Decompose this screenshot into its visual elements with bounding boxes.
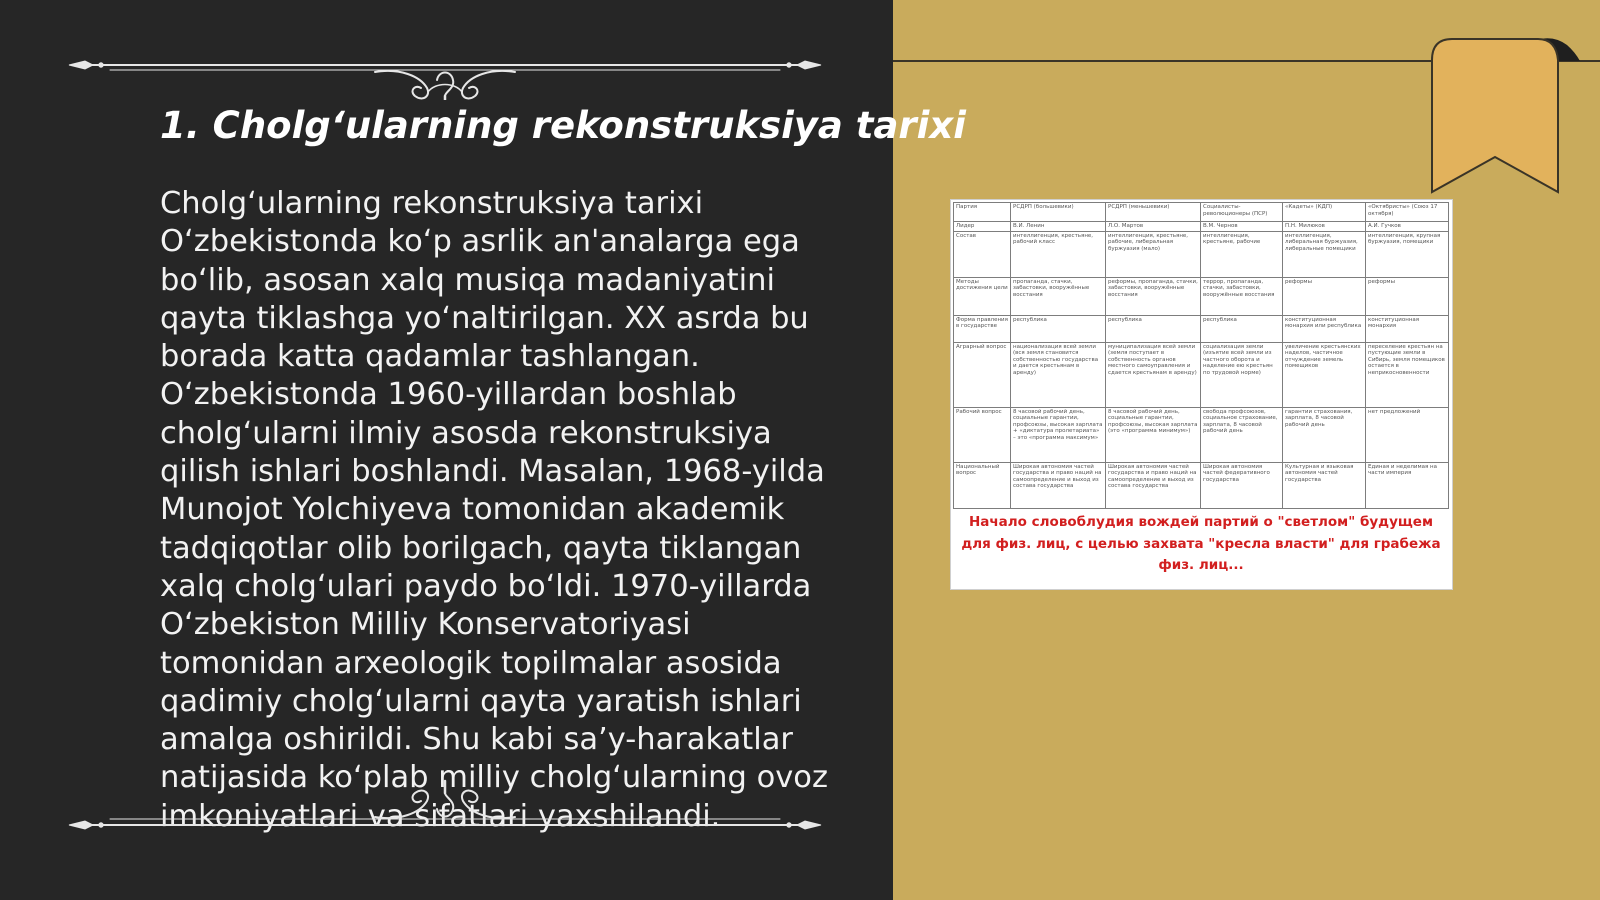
table-cell: РСДРП (меньшевики) (1106, 203, 1201, 222)
slide-title: 1. Cholg‘ularning rekonstruksiya tarixi (160, 104, 966, 147)
table-row (954, 342, 1449, 407)
table-cell: республика (1106, 315, 1201, 342)
table-cell: Широкая автономия частей государства и право наций на самоопределение и выход из состава государства (1011, 462, 1106, 508)
table-cell: В.М. Чернов (1201, 222, 1283, 232)
table-cell: 8 часовой рабочий день, социальные гарантии, профсоюзы, высокая зарплата (это «программа минимум») (1106, 407, 1201, 462)
table-cell: Партия (954, 203, 1011, 222)
red-caption-text: Начало словоблудия вождей партий о "светлом" будущем для физ. лиц, с целью захвата "кресла власти" для грабежа физ. лиц... (961, 514, 1441, 573)
table-cell: В.И. Ленин (1011, 222, 1106, 232)
table-cell: Единая и неделимая на части империя (1366, 462, 1449, 508)
table-cell: интеллигенция, либеральная буржуазия, либеральные помещики (1283, 231, 1366, 277)
table-cell: нет предложений (1366, 407, 1449, 462)
table-cell: Широкая автономия частей федеративного государства (1201, 462, 1283, 508)
table-cell: П.Н. Милюков (1283, 222, 1366, 232)
table-cell: муниципализация всей земли (земля поступает в собственность органов местного самоуправления и сдается крестьянам в аренду) (1106, 342, 1201, 407)
table-cell: реформы, пропаганда, стачки, забастовки, вооружённые восстания (1106, 277, 1201, 315)
table-cell: Рабочий вопрос (954, 407, 1011, 462)
table-cell: Форма правления в государстве (954, 315, 1011, 342)
bookmark-ribbon-icon (1430, 36, 1590, 196)
table-row (954, 462, 1449, 508)
table-cell: пропаганда, стачки, забастовки, вооружённые восстания (1011, 277, 1106, 315)
table-row (954, 203, 1449, 222)
party-comparison-table-image (950, 199, 1453, 590)
table-cell: РСДРП (большевики) (1011, 203, 1106, 222)
table-cell: Аграрный вопрос (954, 342, 1011, 407)
table-row (954, 277, 1449, 315)
table-cell: интеллигенция, крестьяне, рабочий класс (1011, 231, 1106, 277)
table-cell: реформы (1366, 277, 1449, 315)
table-cell: республика (1201, 315, 1283, 342)
table-cell: республика (1011, 315, 1106, 342)
table-row (954, 407, 1449, 462)
table-row (954, 222, 1449, 232)
table-cell: Широкая автономия частей государства и право наций на самоопределение и выход из состава государства (1106, 462, 1201, 508)
table-cell: Лидер (954, 222, 1011, 232)
table-cell: переселение крестьян на пустующие земли в Сибирь, земля помещиков остается в неприкосновенности (1366, 342, 1449, 407)
table-cell: национализация всей земли (вся земля становится собственностью государства и дается крестьянам в аренду) (1011, 342, 1106, 407)
table-cell: социализация земли (изъятие всей земли из частного оборота и наделение ею крестьян по трудовой норме) (1201, 342, 1283, 407)
table-cell: реформы (1283, 277, 1366, 315)
table-cell: «Октябристы» (Союз 17 октября) (1366, 203, 1449, 222)
table-row (954, 315, 1449, 342)
table-cell: Национальный вопрос (954, 462, 1011, 508)
bottom-ornament-icon (65, 775, 825, 835)
table-cell: Л.О. Мартов (1106, 222, 1201, 232)
slide-body-text: Cholg‘ularning rekonstruksiya tarixi O‘zbekistonda ko‘p asrlik an'analarga ega bo‘lib, asosan xalq musiqa madaniyatini qayta tiklashga yo‘naltirilgan. XX asrda bu borada katta qadamlar tashlangan. O‘zbekistonda 1960-yillardan boshlab cholg‘ularni ilmiy asosda rekonstruksiya qilish ishlari boshlandi. Masalan, 1968-yilda Munojot Yolchiyeva tomonidan akademik tadqiqotlar olib borilgach, qayta tiklangan xalq cholg‘ulari paydo bo‘ldi. 1970-yillarda O‘zbekiston Milliy Konservatoriyasi tomonidan arxeologik topilmalar asosida qadimiy cholg‘ularni qayta yaratish ishlari amalga oshirildi. Shu kabi sa’y-harakatlar natijasida ko‘plab milliy cholg‘ularning ovoz imkoniyatlari va sifatlari yaxshilandi. (160, 186, 828, 834)
table-cell: интеллигенция, крестьяне, рабочие (1201, 231, 1283, 277)
table-cell: конституционная монархия (1366, 315, 1449, 342)
top-ornament-icon (65, 40, 825, 100)
table-cell: гарантии страхования, зарплата, 8 часовой рабочий день (1283, 407, 1366, 462)
table-cell: интеллигенция, крупная буржуазия, помещики (1366, 231, 1449, 277)
table-cell: террор, пропаганда, стачки, забастовки, вооружённые восстания (1201, 277, 1283, 315)
table-row (954, 231, 1449, 277)
table-cell: Состав (954, 231, 1011, 277)
table-cell: Социалисты-революционеры (ПСР) (1201, 203, 1283, 222)
party-table (953, 202, 1449, 509)
table-cell: интеллигенция, крестьяне, рабочие, либеральная буржуазия (мало) (1106, 231, 1201, 277)
table-cell: увеличение крестьянских наделов, частичное отчуждение земель помещиков (1283, 342, 1366, 407)
table-cell: 8 часовой рабочий день, социальные гарантии, профсоюзы, высокая зарплата + «диктатура пролетариата» – это «программа максимум» (1011, 407, 1106, 462)
table-cell: А.И. Гучков (1366, 222, 1449, 232)
table-cell: свобода профсоюзов, социальное страхование, зарплата, 8 часовой рабочий день (1201, 407, 1283, 462)
table-cell: Культурная и языковая автономия частей государства (1283, 462, 1366, 508)
table-cell: «Кадеты» (КДП) (1283, 203, 1366, 222)
table-cell: конституционная монархия или республика (1283, 315, 1366, 342)
table-cell: Методы достижения цели (954, 277, 1011, 315)
